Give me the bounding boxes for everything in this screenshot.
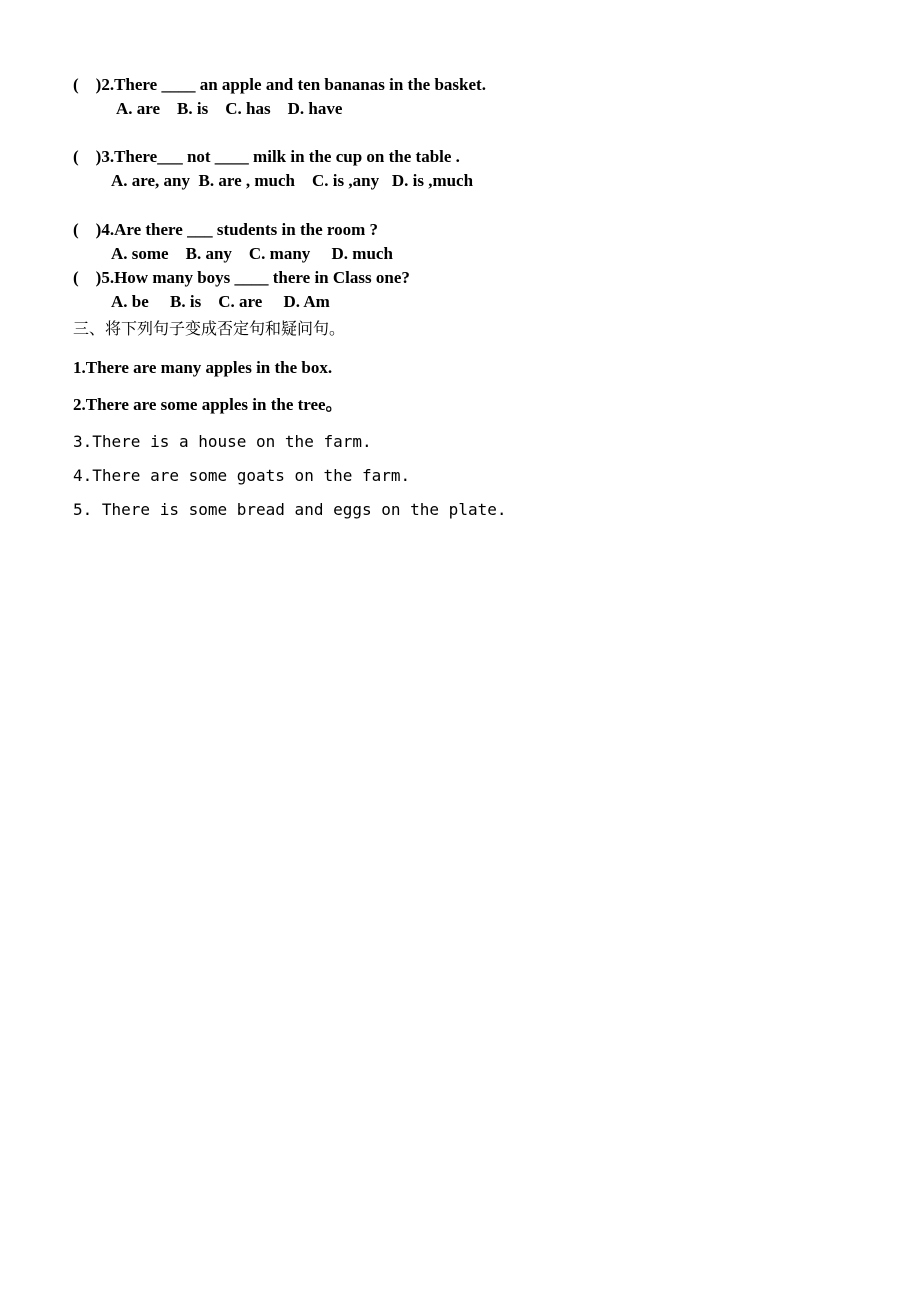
sentence-1: 1.There are many apples in the box. [73,358,333,377]
question-5-options: A. be B. is C. are D. Am [111,292,330,311]
sentence-5: 5. There is some bread and eggs on the plate. [73,500,507,519]
question-2-stem: ( )2.There ____ an apple and ten bananas in the basket. [73,75,486,94]
question-4-options: A. some B. any C. many D. much [111,244,393,263]
question-4-stem: ( )4.Are there ___ students in the room ? [73,220,379,239]
question-3-options: A. are, any B. are , much C. is ,any D. is ,much [111,171,474,190]
sentence-3: 3.There is a house on the farm. [73,432,372,451]
question-5-stem: ( )5.How many boys ____ there in Class one? [73,268,410,287]
question-3-stem: ( )3.There___ not ____ milk in the cup on the table . [73,147,460,166]
sentence-4: 4.There are some goats on the farm. [73,466,411,485]
section-3-heading: 三、将下列句子变成否定句和疑问句。 [73,319,346,338]
question-2-options: A. are B. is C. has D. have [116,99,343,118]
sentence-2: 2.There are some apples in the tree。 [73,395,343,414]
